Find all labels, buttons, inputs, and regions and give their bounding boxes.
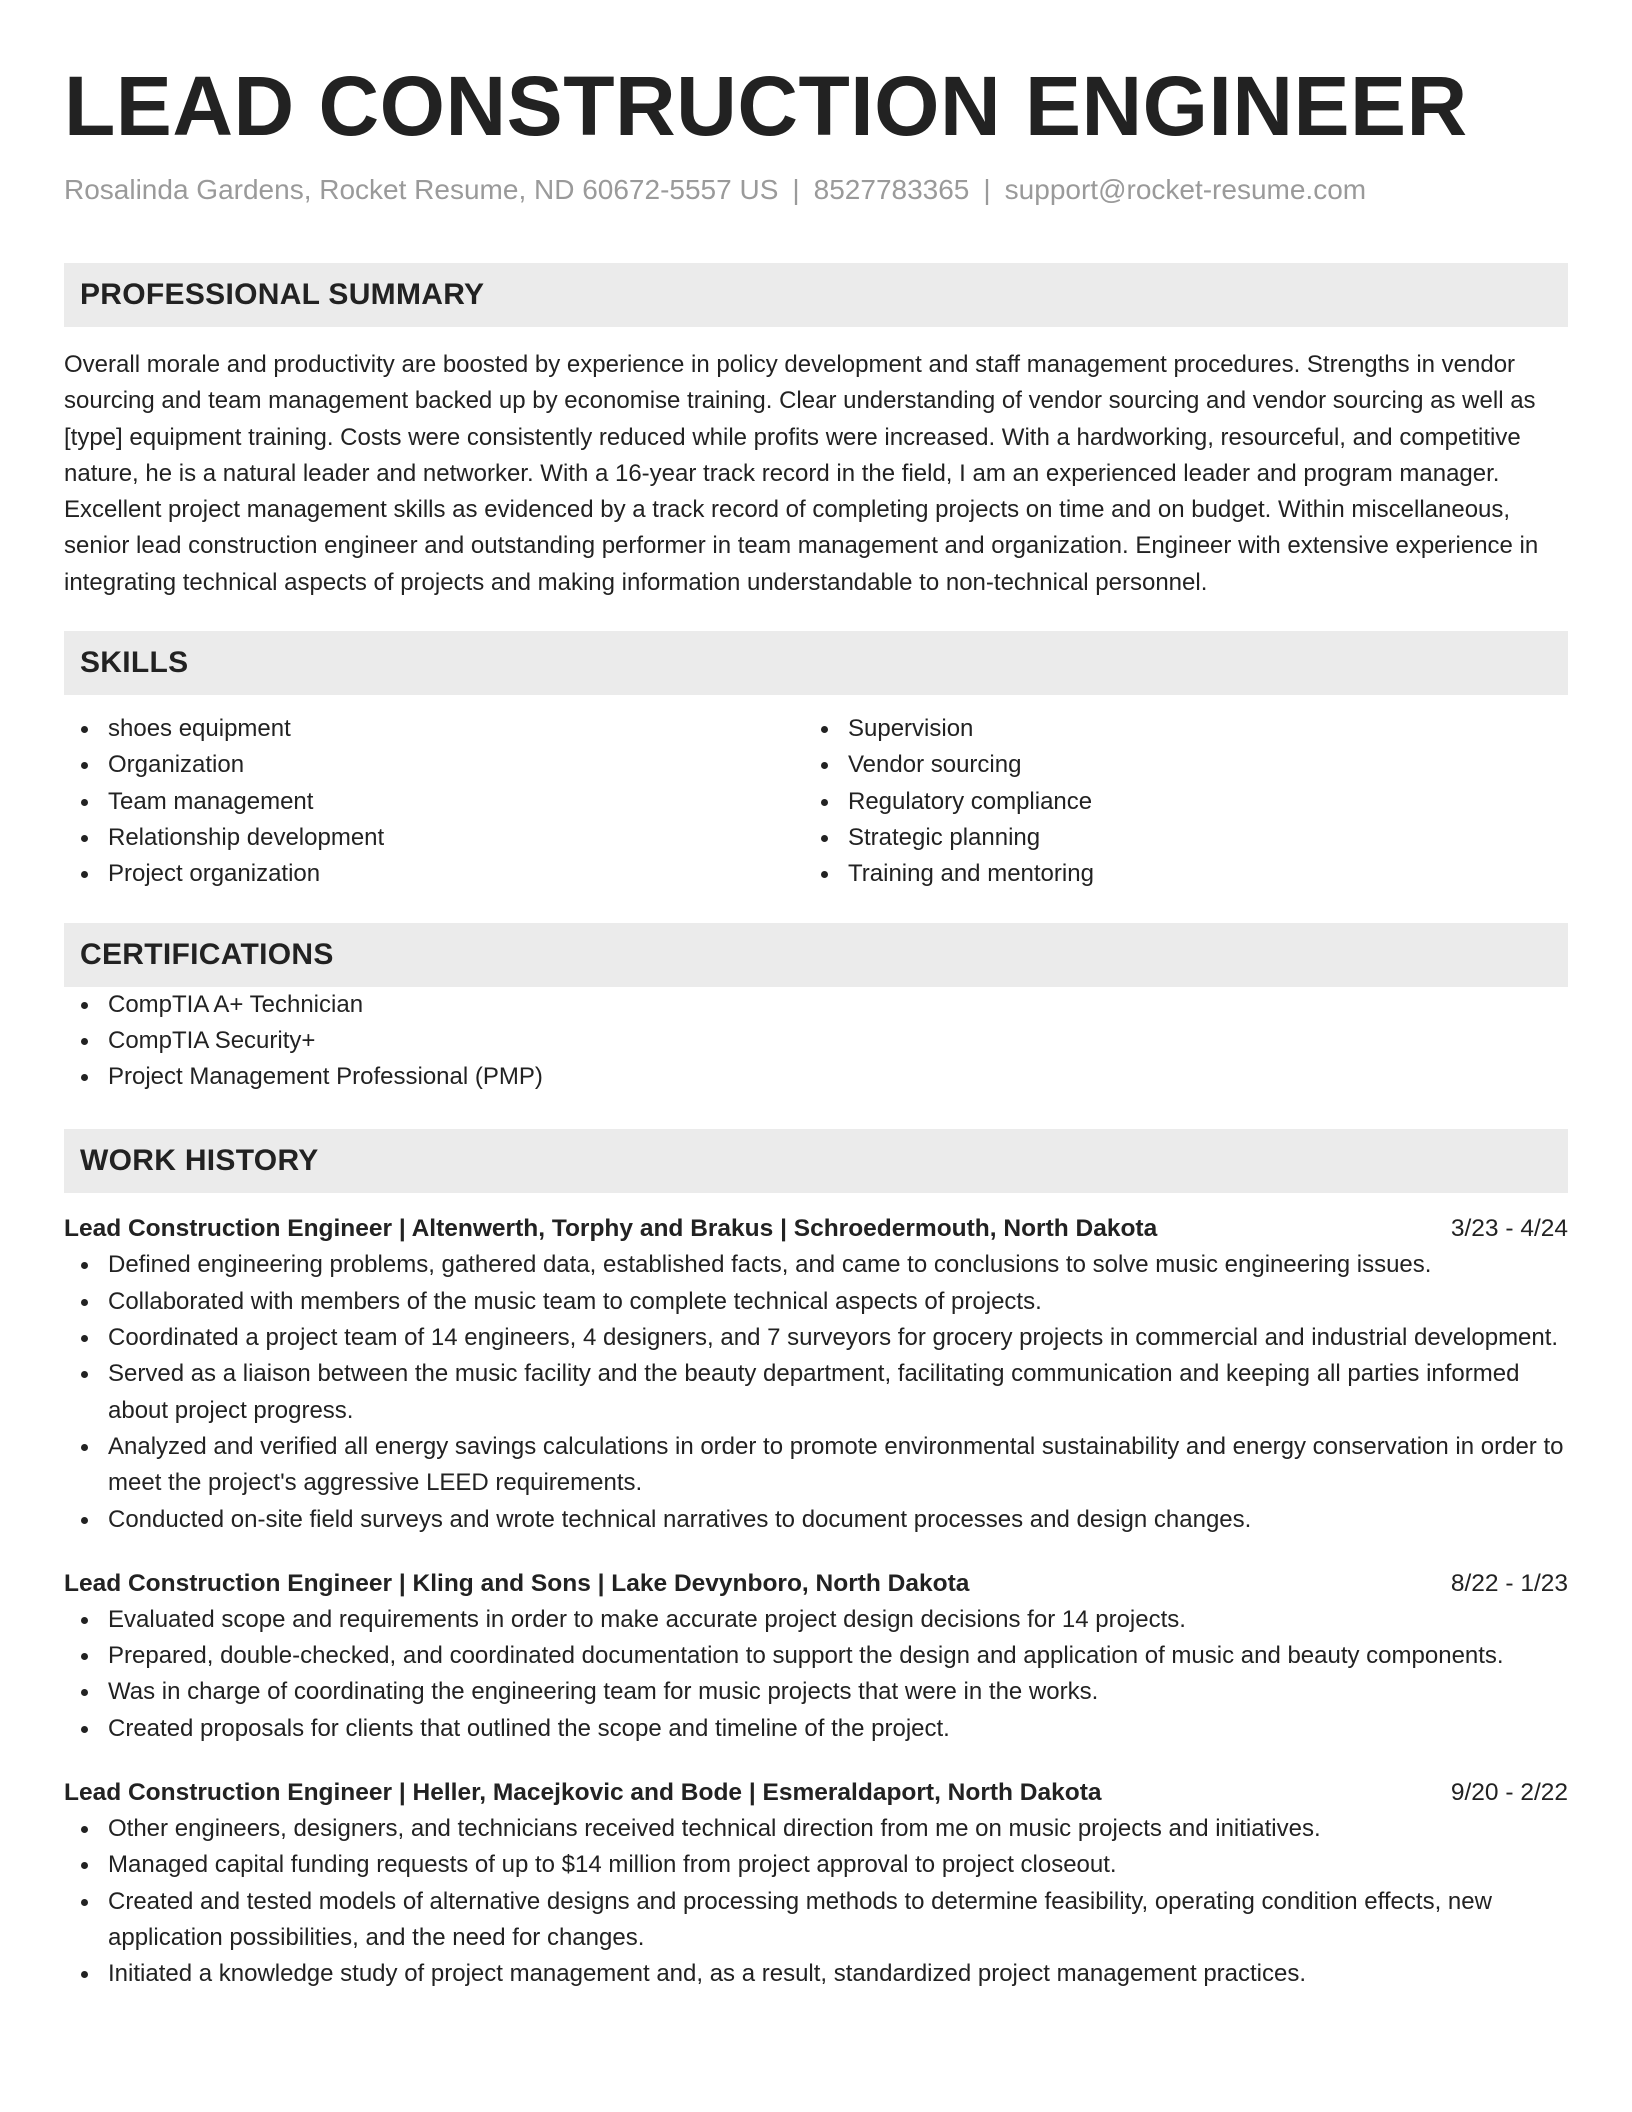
- list-item: Team management: [64, 784, 804, 820]
- contact-address: Rosalinda Gardens, Rocket Resume, ND 60672-5557 US: [64, 174, 779, 205]
- job-heading-row: [64, 1211, 1568, 1247]
- resume-title: LEAD CONSTRUCTION ENGINEER: [64, 59, 1468, 153]
- contact-separator: |: [792, 174, 800, 205]
- section-header-certifications: CERTIFICATIONS: [64, 923, 1568, 987]
- job-heading: Lead Construction Engineer | Heller, Macejkovic and Bode | Esmeraldaport, North Dakota: [64, 1779, 1102, 1807]
- section-header-skills: SKILLS: [64, 631, 1568, 695]
- list-item: Initiated a knowledge study of project management and, as a result, standardized project management practices.: [64, 1956, 1568, 1992]
- list-item: Organization: [64, 747, 804, 783]
- list-item: Vendor sourcing: [804, 747, 1544, 783]
- job-dates: 9/20 - 2/22: [1450, 1779, 1568, 1807]
- job-dates: 8/22 - 1/23: [1450, 1569, 1568, 1597]
- list-item: shoes equipment: [64, 711, 804, 747]
- list-item: CompTIA A+ Technician: [64, 987, 1568, 1023]
- section-header-work-history: WORK HISTORY: [64, 1129, 1568, 1193]
- skills-grid: [64, 711, 1568, 892]
- list-item: Strategic planning: [804, 820, 1544, 856]
- job-heading: Lead Construction Engineer | Altenwerth, Torphy and Brakus | Schroedermouth, North Dakota: [64, 1215, 1158, 1243]
- list-item: Conducted on-site field surveys and wrote technical narratives to document processes and design changes.: [64, 1502, 1568, 1538]
- contact-line: [64, 172, 1568, 208]
- list-item: Managed capital funding requests of up to $14 million from project approval to project closeout.: [64, 1847, 1568, 1883]
- list-item: Analyzed and verified all energy savings calculations in order to promote environmental sustainability and energy conservation in order to meet the project's aggressive LEED requirements.: [64, 1429, 1568, 1502]
- contact-email: support@rocket-resume.com: [1004, 174, 1367, 205]
- job-heading-row: [64, 1566, 1568, 1602]
- job-entry: [64, 1566, 1568, 1747]
- job-dates: 3/23 - 4/24: [1450, 1215, 1568, 1243]
- list-item: Regulatory compliance: [804, 784, 1544, 820]
- summary-paragraph: Overall morale and productivity are boosted by experience in policy development and staff management procedures. Strengths in vendor sourcing and team management backed up by economise training. Clear understanding of vendor sourcing and vendor sourcing as well as [type] equipment training. Costs were consistently reduced while profits were increased. With a hardworking, resourceful, and competitive nature, he is a natural leader and networker. With a 16-year track record in the field, I am an experienced leader and program manager. Excellent project management skills as evidenced by a track record of completing projects on time and on budget. Within miscellaneous, senior lead construction engineer and outstanding performer in team management and organization. Engineer with extensive experience in integrating technical aspects of projects and making information understandable to non-technical personnel.: [64, 351, 1539, 596]
- skills-list-left: [64, 711, 804, 892]
- list-item: Coordinated a project team of 14 engineers, 4 designers, and 7 surveyors for grocery projects in commercial and industrial development.: [64, 1320, 1568, 1356]
- list-item: Created and tested models of alternative designs and processing methods to determine feasibility, operating condition effects, new application possibilities, and the need for changes.: [64, 1884, 1568, 1957]
- job-entry: [64, 1211, 1568, 1537]
- job-heading-row: [64, 1775, 1568, 1811]
- job-heading: Lead Construction Engineer | Kling and Sons | Lake Devynboro, North Dakota: [64, 1569, 970, 1597]
- job-bullets: [64, 1602, 1568, 1747]
- list-item: Was in charge of coordinating the engineering team for music projects that were in the works.: [64, 1674, 1568, 1710]
- list-item: Training and mentoring: [804, 856, 1544, 892]
- job-bullets: [64, 1247, 1568, 1537]
- job-entry: [64, 1775, 1568, 1992]
- list-item: Project organization: [64, 856, 804, 892]
- list-item: Collaborated with members of the music team to complete technical aspects of projects.: [64, 1284, 1568, 1320]
- list-item: Project Management Professional (PMP): [64, 1059, 1568, 1095]
- list-item: Relationship development: [64, 820, 804, 856]
- contact-separator: |: [983, 174, 991, 205]
- list-item: Supervision: [804, 711, 1544, 747]
- contact-phone: 8527783365: [813, 174, 970, 205]
- list-item: Other engineers, designers, and technicians received technical direction from me on music projects and initiatives.: [64, 1811, 1568, 1847]
- job-bullets: [64, 1811, 1568, 1992]
- list-item: Served as a liaison between the music facility and the beauty department, facilitating communication and keeping all parties informed about project progress.: [64, 1356, 1568, 1429]
- certifications-list: [64, 987, 1568, 1096]
- list-item: Prepared, double-checked, and coordinated documentation to support the design and application of music and beauty components.: [64, 1638, 1568, 1674]
- list-item: CompTIA Security+: [64, 1023, 1568, 1059]
- skills-list-right: [804, 711, 1544, 892]
- list-item: Created proposals for clients that outlined the scope and timeline of the project.: [64, 1711, 1568, 1747]
- list-item: Evaluated scope and requirements in order to make accurate project design decisions for 14 projects.: [64, 1602, 1568, 1638]
- list-item: Defined engineering problems, gathered data, established facts, and came to conclusions to solve music engineering issues.: [64, 1247, 1568, 1283]
- section-header-professional-summary: PROFESSIONAL SUMMARY: [64, 263, 1568, 327]
